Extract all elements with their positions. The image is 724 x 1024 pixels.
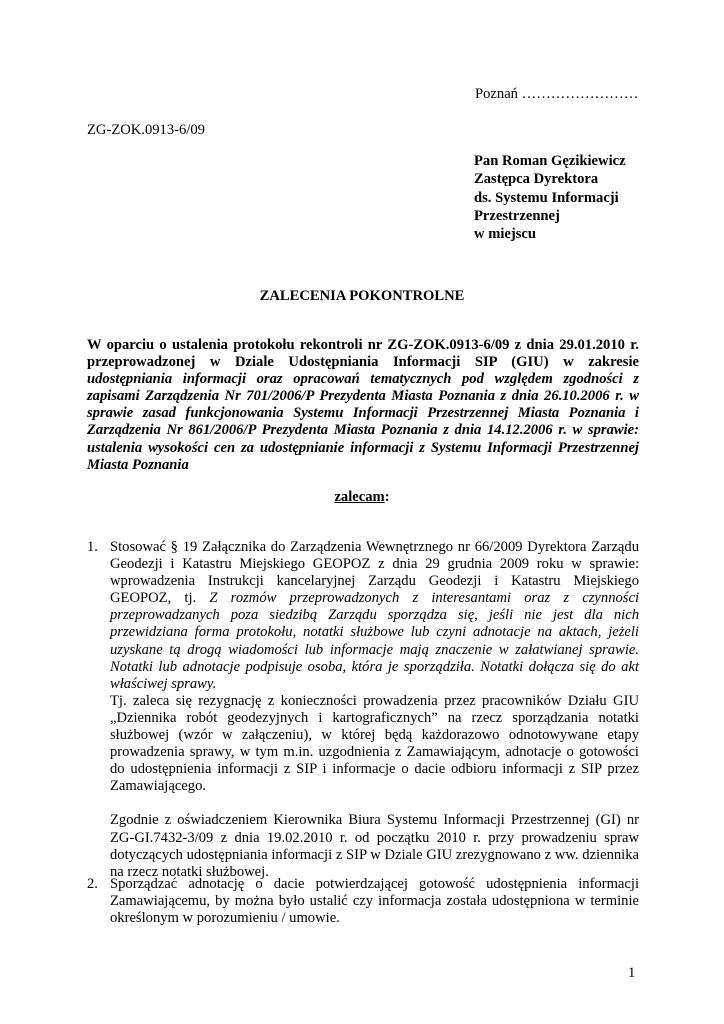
zalecam-word: zalecam	[334, 489, 385, 505]
zalecam-colon: :	[384, 489, 390, 505]
place-date: Poznań ……………………	[475, 86, 639, 102]
intro-bold-text: W oparciu o ustalenia protokołu rekontroli nr ZG-ZOK.0913-6/09 z dnia 29.01.2010 r. przeprowadzonej w Dziale Udostępniania Informacji SIP (GIU) w zakresie	[87, 337, 639, 371]
item-2-paragraph-1: Sporządzać adnotację o dacie potwierdzającej gotowość udostępnienia informacji Zamawiającemu, by można było ustalić czy informacja została udostępniona w terminie określonym w porozumieniu / umowie.	[110, 876, 639, 927]
document-title: ZALECENIA POKONTROLNE	[259, 288, 465, 304]
reference-number: ZG-ZOK.0913-6/09	[87, 122, 205, 138]
item-1-paragraph-1	[110, 539, 639, 693]
item-number: 1.	[87, 539, 98, 555]
recipient-department-line-2: Przestrzennej	[474, 207, 560, 224]
recipient-department-line-1: ds. Systemu Informacji	[474, 189, 619, 206]
intro-paragraph	[87, 337, 639, 474]
item-1-quote: Z rozmów przeprowadzonych z interesantami oraz z czynności przeprowadzanych poza siedzibą Zarządu sporządza się, jeśli nie jest dla nich przewidziana forma protokołu, notatki służbowe lub czyni adnotacje na aktach, jeżeli uzyskane tą drogą wiadomości lub informacje mają znaczenie w załatwianej sprawie. Notatki lub adnotacje podpisuje osoba, która je sporządziła. Notatki dołącza się do akt właściwej sprawy.	[110, 590, 639, 692]
recommendation-item-1	[87, 539, 639, 881]
recommendation-item-2	[87, 876, 639, 927]
page-number: 1	[628, 965, 636, 981]
item-1-paragraph-3: Zgodnie z oświadczeniem Kierownika Biura Systemu Informacji Przestrzennej (GI) nr ZG-GI.7432-3/09 z dnia 19.02.2010 r. od początku 2010 r. przy prowadzeniu spraw dotyczących udostępniania informacji z SIP w Dziale GIU zrezygnowano z ww. dziennika na rzecz notatki służbowej.	[110, 812, 639, 880]
zalecam-heading	[0, 489, 724, 506]
item-1-paragraph-2: Tj. zaleca się rezygnację z konieczności prowadzenia przez pracowników Działu GIU „Dziennika robót geodezyjnych i kartograficznych” na rzecz sporządzania notatki służbowej (wzór w załączeniu), w której będą każdorazowo odnotowywane etapy prowadzenia sprawy, w tym m.in. uzgodnienia z Zamawiającym, adnotacje o gotowości do udostępnienia informacji z SIP i informacje o dacie odbioru informacji z SIP przez Zamawiającego.	[110, 692, 639, 795]
recipient-location: w miejscu	[474, 226, 537, 243]
recipient-address	[474, 152, 626, 243]
item-1-text: Stosować § 19 Załącznika do Zarządzenia Wewnętrznego nr 66/2009 Dyrektora Zarządu Geodezji i Katastru Miejskiego GEOPOZ z dnia 29 grudnia 2009 roku w sprawie: wprowadzenia Instrukcji kancelaryjnej Zarządu Geodezji i Katastru Miejskiego GEOPOZ, tj.	[110, 539, 639, 607]
intro-italic-text: udostępniania informacji oraz opracowań tematycznych pod względem zgodności z zapisami Zarządzenia Nr 701/2006/P Prezydenta Miasta Poznania z dnia 26.10.2006 r. w sprawie zasad funkcjonowania Systemu Informacji Przestrzennej Miasta Poznania i Zarządzenia Nr 861/2006/P Prezydenta Miasta Poznania z dnia 14.12.2006 r. w sprawie: ustalenia wysokości cen za udostępnianie informacji z Systemu Informacji Przestrzennej Miasta Poznania	[87, 371, 639, 473]
recipient-position: Zastępca Dyrektora	[474, 171, 599, 188]
item-number: 2.	[87, 876, 98, 892]
recipient-name: Pan Roman Gęzikiewicz	[474, 153, 626, 169]
